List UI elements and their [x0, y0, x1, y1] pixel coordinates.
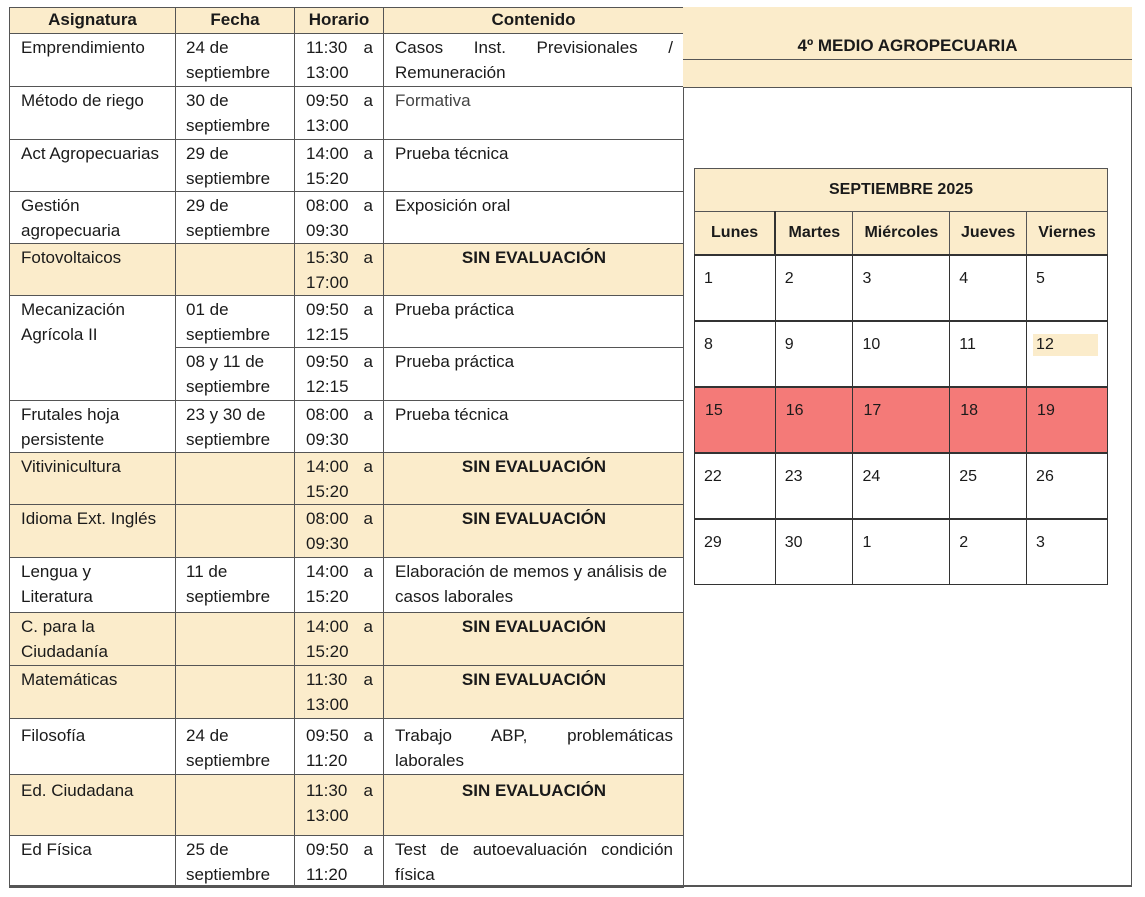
- calendar-week-row: [695, 255, 1108, 321]
- time-cell: 09:50 a 12:15: [295, 296, 384, 348]
- table-row: [10, 666, 684, 719]
- calendar-day: 4: [950, 255, 1027, 321]
- calendar-day: 8: [695, 321, 776, 387]
- table-row: [10, 244, 684, 296]
- calendar-day-header-row: [695, 212, 1108, 255]
- table-header-row: [10, 8, 684, 34]
- content-cell: SIN EVALUACIÓN: [384, 453, 684, 505]
- content-cell: Casos Inst. Previsionales / Remuneración: [384, 34, 684, 87]
- calendar-day: 9: [775, 321, 853, 387]
- marked-date-label: 12: [1033, 334, 1098, 356]
- calendar-day: 30: [775, 519, 853, 585]
- content-cell: Prueba práctica: [384, 348, 684, 401]
- calendar-day: 26: [1027, 453, 1108, 519]
- content-cell: Elaboración de memos y análisis de casos laborales: [384, 558, 684, 613]
- day-header-lunes: Lunes: [695, 212, 776, 255]
- date-cell: [176, 505, 295, 558]
- calendar-day: 1: [695, 255, 776, 321]
- date-cell: [176, 453, 295, 505]
- subject-cell: Método de riego: [10, 87, 176, 140]
- content-cell: SIN EVALUACIÓN: [384, 505, 684, 558]
- table-row: [10, 140, 684, 192]
- evaluation-schedule-table: [9, 7, 684, 888]
- header-subject: Asignatura: [10, 8, 176, 34]
- table-row: [10, 836, 684, 888]
- course-header: [683, 7, 1132, 88]
- table-row: [10, 613, 684, 666]
- subject-cell: C. para la Ciudadanía: [10, 613, 176, 666]
- course-title: 4º MEDIO AGROPECUARIA: [683, 7, 1132, 60]
- subject-cell: Fotovoltaicos: [10, 244, 176, 296]
- time-cell: 14:00 a 15:20: [295, 558, 384, 613]
- subject-cell: Gestión agropecuaria: [10, 192, 176, 244]
- table-row: [10, 775, 684, 836]
- subject-cell: Act Agropecuarias: [10, 140, 176, 192]
- calendar-day: 2: [950, 519, 1027, 585]
- calendar-day: 11: [950, 321, 1027, 387]
- table-row: [10, 453, 684, 505]
- day-header-miercoles: Miércoles: [853, 212, 950, 255]
- table-row: [10, 87, 684, 140]
- calendar-day: 23: [775, 453, 853, 519]
- date-cell: 29 de septiembre: [176, 192, 295, 244]
- calendar-day: 16: [775, 387, 853, 453]
- subject-cell: Lengua y Literatura: [10, 558, 176, 613]
- time-cell: 08:00 a 09:30: [295, 401, 384, 453]
- subject-cell: Mecanización Agrícola II: [10, 296, 176, 401]
- date-cell: 08 y 11 de septiembre: [176, 348, 295, 401]
- subject-cell: Ed Física: [10, 836, 176, 888]
- calendar-september: [694, 168, 1108, 585]
- subject-cell: Ed. Ciudadana: [10, 775, 176, 836]
- date-cell: [176, 666, 295, 719]
- day-header-jueves: Jueves: [950, 212, 1027, 255]
- subject-cell: Emprendimiento: [10, 34, 176, 87]
- calendar-week-row: [695, 321, 1108, 387]
- header-content: Contenido: [384, 8, 684, 34]
- calendar-week-row: [695, 453, 1108, 519]
- table-row: [10, 192, 684, 244]
- calendar-day: 3: [1027, 519, 1108, 585]
- calendar-day: 25: [950, 453, 1027, 519]
- date-cell: 23 y 30 de septiembre: [176, 401, 295, 453]
- calendar-day: 19: [1027, 387, 1108, 453]
- header-date: Fecha: [176, 8, 295, 34]
- course-subheader-band: [683, 60, 1132, 88]
- time-cell: 14:00 a 15:20: [295, 140, 384, 192]
- calendar-day: 29: [695, 519, 776, 585]
- date-cell: 30 de septiembre: [176, 87, 295, 140]
- content-cell: SIN EVALUACIÓN: [384, 666, 684, 719]
- header-time: Horario: [295, 8, 384, 34]
- calendar-week-row: [695, 519, 1108, 585]
- content-cell: Test de autoevaluación condición física: [384, 836, 684, 888]
- time-cell: 11:30 a 13:00: [295, 34, 384, 87]
- subject-cell: Filosofía: [10, 719, 176, 775]
- calendar-day: 18: [950, 387, 1027, 453]
- time-cell: 09:50 a 13:00: [295, 87, 384, 140]
- calendar-day: 10: [853, 321, 950, 387]
- table-row: [10, 719, 684, 775]
- calendar-day-marked: [1027, 321, 1108, 387]
- content-cell: Formativa: [384, 87, 684, 140]
- date-cell: [176, 613, 295, 666]
- content-cell: SIN EVALUACIÓN: [384, 244, 684, 296]
- date-cell: 29 de septiembre: [176, 140, 295, 192]
- time-cell: 14:00 a 15:20: [295, 613, 384, 666]
- content-cell: SIN EVALUACIÓN: [384, 613, 684, 666]
- calendar-day: 17: [853, 387, 950, 453]
- calendar-day: 3: [853, 255, 950, 321]
- time-cell: 08:00 a 09:30: [295, 192, 384, 244]
- content-cell: Exposición oral: [384, 192, 684, 244]
- calendar-week-row-highlighted: [695, 387, 1108, 453]
- calendar-day: 5: [1027, 255, 1108, 321]
- calendar-day: 1: [853, 519, 950, 585]
- subject-cell: Idioma Ext. Inglés: [10, 505, 176, 558]
- date-cell: [176, 775, 295, 836]
- table-row: [10, 34, 684, 87]
- time-cell: 15:30 a 17:00: [295, 244, 384, 296]
- content-cell: Prueba técnica: [384, 140, 684, 192]
- date-cell: 24 de septiembre: [176, 719, 295, 775]
- table-row: [10, 505, 684, 558]
- table-row: [10, 296, 684, 348]
- calendar-day: 22: [695, 453, 776, 519]
- content-cell: Prueba técnica: [384, 401, 684, 453]
- table-row: [10, 558, 684, 613]
- subject-cell: Matemáticas: [10, 666, 176, 719]
- day-header-martes: Martes: [775, 212, 853, 255]
- day-header-viernes: Viernes: [1027, 212, 1108, 255]
- time-cell: 14:00 a 15:20: [295, 453, 384, 505]
- date-cell: [176, 244, 295, 296]
- date-cell: 11 de septiembre: [176, 558, 295, 613]
- calendar-day: 24: [853, 453, 950, 519]
- content-cell: SIN EVALUACIÓN: [384, 775, 684, 836]
- date-cell: 01 de septiembre: [176, 296, 295, 348]
- date-cell: 25 de septiembre: [176, 836, 295, 888]
- content-cell: Trabajo ABP, problemáticas laborales: [384, 719, 684, 775]
- table-row: [10, 401, 684, 453]
- time-cell: 09:50 a 11:20: [295, 719, 384, 775]
- time-cell: 11:30 a 13:00: [295, 666, 384, 719]
- calendar-title: SEPTIEMBRE 2025: [695, 169, 1108, 212]
- time-cell: 08:00 a 09:30: [295, 505, 384, 558]
- subject-cell: Vitivinicultura: [10, 453, 176, 505]
- time-cell: 11:30 a 13:00: [295, 775, 384, 836]
- calendar-day: 2: [775, 255, 853, 321]
- time-cell: 09:50 a 12:15: [295, 348, 384, 401]
- content-cell: Prueba práctica: [384, 296, 684, 348]
- subject-cell: Frutales hoja persistente: [10, 401, 176, 453]
- date-cell: 24 de septiembre: [176, 34, 295, 87]
- calendar-day: 15: [695, 387, 776, 453]
- time-cell: 09:50 a 11:20: [295, 836, 384, 888]
